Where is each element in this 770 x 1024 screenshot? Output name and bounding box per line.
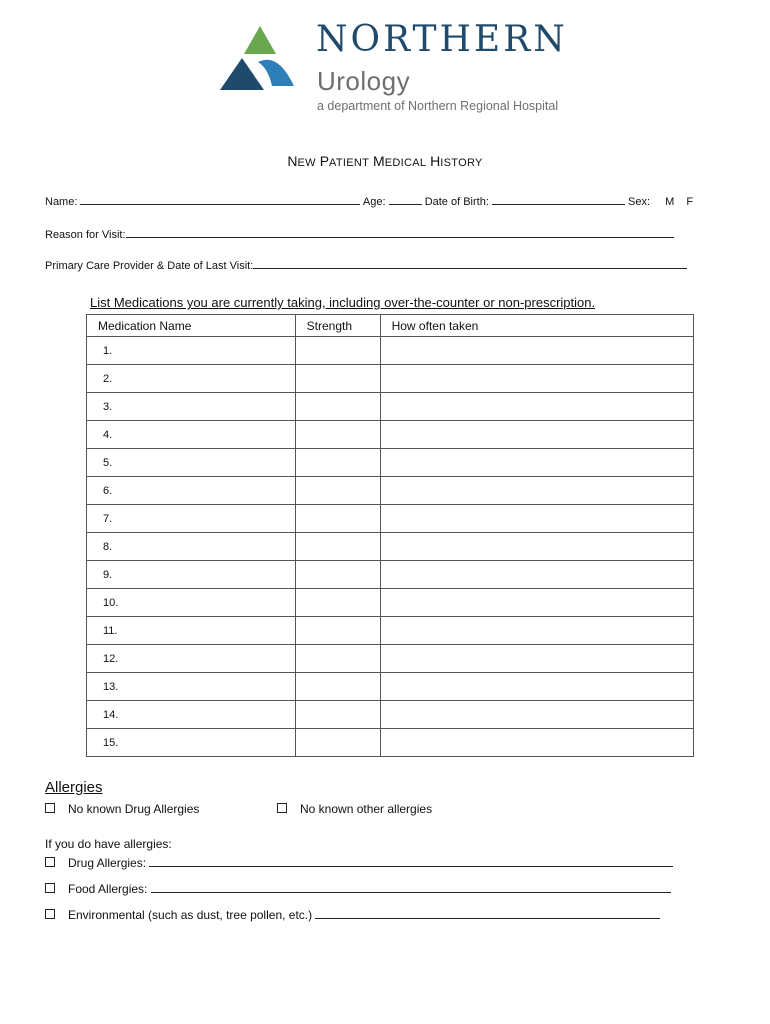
reason-line xyxy=(45,228,674,241)
logo-green-triangle xyxy=(244,26,276,54)
how-often-cell[interactable] xyxy=(380,477,693,505)
how-often-cell[interactable] xyxy=(380,365,693,393)
medication-row-number[interactable]: 5. xyxy=(87,449,296,477)
medication-row-number[interactable]: 12. xyxy=(87,645,296,673)
medication-row-number[interactable]: 7. xyxy=(87,505,296,533)
how-often-cell[interactable] xyxy=(380,449,693,477)
sex-label: Sex: xyxy=(628,196,651,208)
age-field[interactable] xyxy=(389,195,422,205)
medication-row-number[interactable]: 9. xyxy=(87,561,296,589)
strength-cell[interactable] xyxy=(295,533,380,561)
no-other-allergies-label: No known other allergies xyxy=(300,802,433,816)
sex-option-f[interactable]: F xyxy=(686,196,694,208)
how-often-cell[interactable] xyxy=(380,589,693,617)
strength-cell[interactable] xyxy=(295,701,380,729)
northern-logo-icon xyxy=(220,26,302,92)
column-header-how-often: How often taken xyxy=(380,315,693,337)
drug-allergies-label: Drug Allergies: xyxy=(68,856,147,870)
how-often-cell[interactable] xyxy=(380,421,693,449)
brand-name: NORTHERN xyxy=(316,19,568,60)
strength-cell[interactable] xyxy=(295,365,380,393)
medication-row-number[interactable]: 2. xyxy=(87,365,296,393)
environmental-allergies-field[interactable] xyxy=(315,908,660,919)
medication-row xyxy=(87,393,694,421)
medication-row xyxy=(87,449,694,477)
medication-row xyxy=(87,561,694,589)
medications-table xyxy=(86,314,694,757)
food-allergies-checkbox[interactable] xyxy=(45,883,55,893)
medication-row xyxy=(87,645,694,673)
medication-row xyxy=(87,589,694,617)
medication-row-number[interactable]: 1. xyxy=(87,337,296,365)
medication-row xyxy=(87,365,694,393)
environmental-allergies-label: Environmental (such as dust, tree pollen, etc.) xyxy=(68,908,313,922)
medications-header-row xyxy=(87,315,694,337)
medication-row xyxy=(87,729,694,757)
strength-cell[interactable] xyxy=(295,421,380,449)
strength-cell[interactable] xyxy=(295,477,380,505)
medication-row-number[interactable]: 8. xyxy=(87,533,296,561)
logo-dark-triangle xyxy=(220,58,264,90)
medication-row-number[interactable]: 13. xyxy=(87,673,296,701)
reason-label: Reason for Visit: xyxy=(45,229,126,241)
medication-row-number[interactable]: 11. xyxy=(87,617,296,645)
drug-allergies-field[interactable] xyxy=(149,856,673,867)
environmental-allergies-row xyxy=(45,908,660,921)
food-allergies-field[interactable] xyxy=(151,882,671,893)
no-other-allergies-option[interactable] xyxy=(277,803,432,815)
reason-field[interactable] xyxy=(126,228,674,238)
allergies-heading: Allergies xyxy=(45,779,103,796)
if-have-allergies-label: If you do have allergies: xyxy=(45,837,172,851)
how-often-cell[interactable] xyxy=(380,505,693,533)
dob-field[interactable] xyxy=(492,195,625,205)
how-often-cell[interactable] xyxy=(380,393,693,421)
no-drug-allergies-option[interactable] xyxy=(45,803,199,815)
medication-row-number[interactable]: 4. xyxy=(87,421,296,449)
strength-cell[interactable] xyxy=(295,729,380,757)
medication-row-number[interactable]: 15. xyxy=(87,729,296,757)
strength-cell[interactable] xyxy=(295,561,380,589)
food-allergies-row xyxy=(45,882,671,895)
how-often-cell[interactable] xyxy=(380,561,693,589)
medication-row xyxy=(87,421,694,449)
patient-info-line xyxy=(45,195,693,208)
how-often-cell[interactable] xyxy=(380,533,693,561)
sex-option-m[interactable]: M xyxy=(665,196,675,208)
medication-row-number[interactable]: 14. xyxy=(87,701,296,729)
brand-subtitle: Urology xyxy=(317,66,411,96)
medications-heading: List Medications you are currently taking, including over-the-counter or non-prescription. xyxy=(90,295,596,310)
how-often-cell[interactable] xyxy=(380,337,693,365)
medication-row xyxy=(87,337,694,365)
medication-row xyxy=(87,477,694,505)
drug-allergies-checkbox[interactable] xyxy=(45,857,55,867)
environmental-allergies-checkbox[interactable] xyxy=(45,909,55,919)
name-field[interactable] xyxy=(80,195,360,205)
dob-label: Date of Birth: xyxy=(424,196,489,208)
medication-row xyxy=(87,701,694,729)
how-often-cell[interactable] xyxy=(380,645,693,673)
strength-cell[interactable] xyxy=(295,505,380,533)
medication-row-number[interactable]: 3. xyxy=(87,393,296,421)
no-drug-allergies-label: No known Drug Allergies xyxy=(68,802,200,816)
how-often-cell[interactable] xyxy=(380,729,693,757)
name-label: Name: xyxy=(45,196,78,208)
logo-blue-swoosh xyxy=(258,60,294,86)
strength-cell[interactable] xyxy=(295,589,380,617)
brand-tagline: a department of Northern Regional Hospital xyxy=(317,99,559,113)
how-often-cell[interactable] xyxy=(380,673,693,701)
strength-cell[interactable] xyxy=(295,337,380,365)
medication-row xyxy=(87,505,694,533)
pcp-line xyxy=(45,259,687,272)
column-header-strength: Strength xyxy=(295,315,380,337)
how-often-cell[interactable] xyxy=(380,701,693,729)
column-header-medication-name: Medication Name xyxy=(87,315,296,337)
page-title: NEW PATIENT MEDICAL HISTORY xyxy=(287,153,483,169)
strength-cell[interactable] xyxy=(295,617,380,645)
no-drug-allergies-checkbox[interactable] xyxy=(45,803,55,813)
age-label: Age: xyxy=(362,196,386,208)
how-often-cell[interactable] xyxy=(380,617,693,645)
drug-allergies-row xyxy=(45,856,673,869)
pcp-field[interactable] xyxy=(253,259,687,269)
strength-cell[interactable] xyxy=(295,449,380,477)
food-allergies-label: Food Allergies: xyxy=(68,882,148,896)
strength-cell[interactable] xyxy=(295,645,380,673)
medication-row xyxy=(87,617,694,645)
medication-row-number[interactable]: 10. xyxy=(87,589,296,617)
medication-row xyxy=(87,673,694,701)
pcp-label: Primary Care Provider & Date of Last Visit: xyxy=(45,260,254,272)
no-other-allergies-checkbox[interactable] xyxy=(277,803,287,813)
strength-cell[interactable] xyxy=(295,393,380,421)
strength-cell[interactable] xyxy=(295,673,380,701)
medication-row-number[interactable]: 6. xyxy=(87,477,296,505)
medication-row xyxy=(87,533,694,561)
